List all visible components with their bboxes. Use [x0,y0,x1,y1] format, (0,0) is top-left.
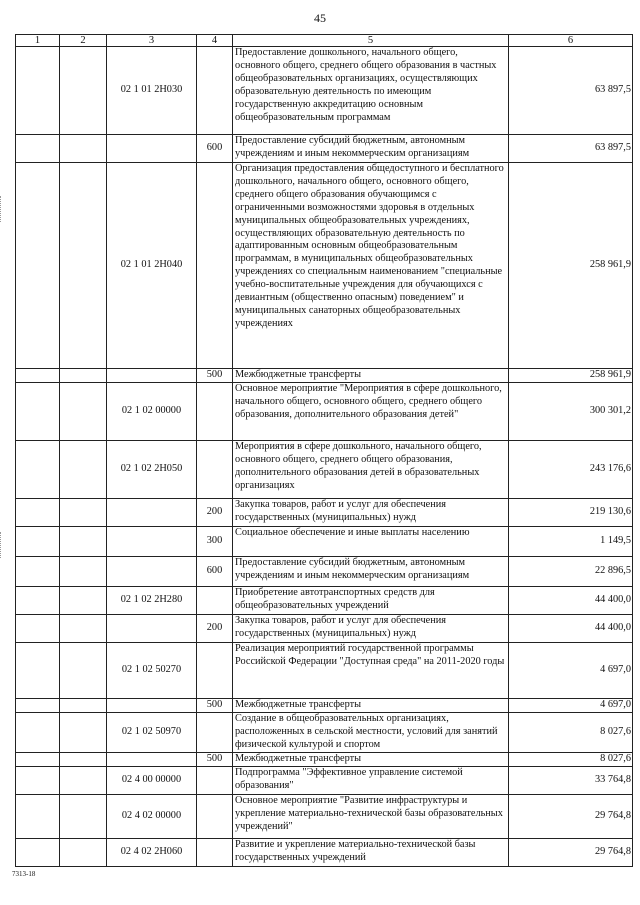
expense-type-cell: 500 [197,753,233,767]
cell-col2 [60,163,107,369]
name-cell: Приобретение автотранспортных средств для общеобразовательных учреждений [233,587,509,615]
cell-col1 [16,441,60,499]
table-row [16,557,633,587]
budget-table [15,34,633,867]
amount-cell: 29 764,8 [509,839,633,867]
target-code-cell [107,615,197,643]
target-code-cell: 02 1 02 2Н280 [107,587,197,615]
table-row [16,383,633,441]
name-cell: Закупка товаров, работ и услуг для обеспечения государственных (муниципальных) нужд [233,499,509,527]
expense-type-cell: 600 [197,557,233,587]
target-code-cell [107,369,197,383]
amount-cell: 63 897,5 [509,135,633,163]
target-code-cell [107,753,197,767]
cell-col1 [16,557,60,587]
expense-type-cell [197,839,233,867]
target-code-cell: 02 4 02 2Н060 [107,839,197,867]
table-row [16,527,633,557]
name-cell: Межбюджетные трансферты [233,369,509,383]
expense-type-cell [197,713,233,753]
cell-col2 [60,135,107,163]
name-cell: Предоставление дошкольного, начального общего, основного общего, среднего общего образования в частных общеобразовательных организациях, осуществляющих образовательную деятельность по имеющим государственную аккредитацию основным общеобразовательным программам [233,47,509,135]
cell-col1 [16,753,60,767]
amount-cell: 243 176,6 [509,441,633,499]
target-code-cell: 02 1 02 50970 [107,713,197,753]
cell-col1 [16,383,60,441]
target-code-cell [107,699,197,713]
table-row [16,47,633,135]
name-cell: Мероприятия в сфере дошкольного, начального общего, основного общего, среднего общего образования, дополнительного образования детей в образовательных организациях [233,441,509,499]
name-cell: Основное мероприятие "Мероприятия в сфере дошкольного, начального общего, основного общего, среднего общего образования, дополнительного образования детей" [233,383,509,441]
cell-col2 [60,767,107,795]
name-cell: Реализация мероприятий государственной программы Российской Федерации "Доступная среда" на 2011-2020 годы [233,643,509,699]
cell-col2 [60,383,107,441]
cell-col2 [60,699,107,713]
table-row [16,643,633,699]
name-cell: Предоставление субсидий бюджетным, автономным учреждениям и иным некоммерческим организациям [233,135,509,163]
expense-type-cell [197,643,233,699]
expense-type-cell [197,587,233,615]
cell-col1 [16,713,60,753]
name-cell: Организация предоставления общедоступного и бесплатного дошкольного, начального общего, основного общего, среднего общего образования обучающимся с ограниченными возможностями здоровья в отдельных муниципальных общеобразовательных учреждениях, осуществляющих образовательную деятельность по адаптированным основным общеобразовательным программам, в муниципальных общеобразовательных учреждениях со специальным наименованием "специальные учебно-воспитательные учреждения для обучающихся с девиантным (общественно опасным) поведением" и муниципальных санаторных общеобразовательных учреждениях [233,163,509,369]
expense-type-cell [197,795,233,839]
amount-cell: 300 301,2 [509,383,633,441]
target-code-cell: 02 4 00 00000 [107,767,197,795]
cell-col1 [16,795,60,839]
footer-code: 7313-18 [12,870,36,878]
amount-cell: 258 961,9 [509,369,633,383]
page-number: 45 [314,11,326,25]
name-cell: Закупка товаров, работ и услуг для обеспечения государственных (муниципальных) нужд [233,615,509,643]
cell-col1 [16,643,60,699]
expense-type-cell: 500 [197,369,233,383]
expense-type-cell: 500 [197,699,233,713]
table-row [16,795,633,839]
expense-type-cell: 600 [197,135,233,163]
amount-cell: 33 764,8 [509,767,633,795]
amount-cell: 8 027,6 [509,753,633,767]
table-row [16,615,633,643]
amount-cell: 63 897,5 [509,47,633,135]
cell-col2 [60,441,107,499]
cell-col2 [60,839,107,867]
target-code-cell: 02 4 02 00000 [107,795,197,839]
target-code-cell: 02 1 01 2Н030 [107,47,197,135]
cell-col2 [60,557,107,587]
target-code-cell [107,527,197,557]
expense-type-cell: 200 [197,499,233,527]
column-header: 6 [509,35,633,47]
cell-col2 [60,47,107,135]
cell-col1 [16,839,60,867]
amount-cell: 219 130,6 [509,499,633,527]
amount-cell: 44 400,0 [509,615,633,643]
expense-type-cell [197,383,233,441]
table-row [16,135,633,163]
cell-col1 [16,47,60,135]
cell-col2 [60,713,107,753]
table-row [16,499,633,527]
amount-cell: 258 961,9 [509,163,633,369]
name-cell: Развитие и укрепление материально-технической базы государственных учреждений [233,839,509,867]
cell-col1 [16,369,60,383]
table-header-row [16,35,633,47]
name-cell: Межбюджетные трансферты [233,753,509,767]
expense-type-cell [197,767,233,795]
cell-col1 [16,767,60,795]
target-code-cell [107,557,197,587]
amount-cell: 8 027,6 [509,713,633,753]
name-cell: Социальное обеспечение и иные выплаты населению [233,527,509,557]
cell-col1 [16,135,60,163]
expense-type-cell [197,163,233,369]
target-code-cell: 02 1 02 00000 [107,383,197,441]
table-row [16,699,633,713]
target-code-cell: 02 1 02 2Н050 [107,441,197,499]
name-cell: Подпрограмма "Эффективное управление системой образования" [233,767,509,795]
name-cell: Предоставление субсидий бюджетным, автономным учреждениям и иным некоммерческим организациям [233,557,509,587]
target-code-cell [107,499,197,527]
table-row [16,587,633,615]
cell-col1 [16,527,60,557]
cell-col2 [60,643,107,699]
cell-col2 [60,587,107,615]
name-cell: Основное мероприятие "Развитие инфраструктуры и укрепление материально-технической базы образовательных учреждений" [233,795,509,839]
cell-col2 [60,615,107,643]
target-code-cell: 02 1 02 50270 [107,643,197,699]
amount-cell: 1 149,5 [509,527,633,557]
column-header: 5 [233,35,509,47]
cell-col1 [16,499,60,527]
column-header: 2 [60,35,107,47]
expense-type-cell: 300 [197,527,233,557]
cell-col2 [60,499,107,527]
amount-cell: 44 400,0 [509,587,633,615]
cell-col2 [60,753,107,767]
cell-col1 [16,699,60,713]
cell-col2 [60,795,107,839]
margin-mark [0,196,3,222]
target-code-cell [107,135,197,163]
table-row [16,163,633,369]
column-header: 4 [197,35,233,47]
column-header: 1 [16,35,60,47]
name-cell: Межбюджетные трансферты [233,699,509,713]
table-row [16,839,633,867]
margin-mark [0,532,3,558]
table-row [16,753,633,767]
cell-col2 [60,527,107,557]
amount-cell: 22 896,5 [509,557,633,587]
cell-col2 [60,369,107,383]
cell-col1 [16,163,60,369]
expense-type-cell [197,47,233,135]
name-cell: Создание в общеобразовательных организациях, расположенных в сельской местности, условий для занятий физической культурой и спортом [233,713,509,753]
column-header: 3 [107,35,197,47]
table-row [16,713,633,753]
cell-col1 [16,587,60,615]
amount-cell: 4 697,0 [509,643,633,699]
table-row [16,767,633,795]
amount-cell: 29 764,8 [509,795,633,839]
target-code-cell: 02 1 01 2Н040 [107,163,197,369]
table-row [16,369,633,383]
cell-col1 [16,615,60,643]
expense-type-cell: 200 [197,615,233,643]
amount-cell: 4 697,0 [509,699,633,713]
expense-type-cell [197,441,233,499]
table-row [16,441,633,499]
